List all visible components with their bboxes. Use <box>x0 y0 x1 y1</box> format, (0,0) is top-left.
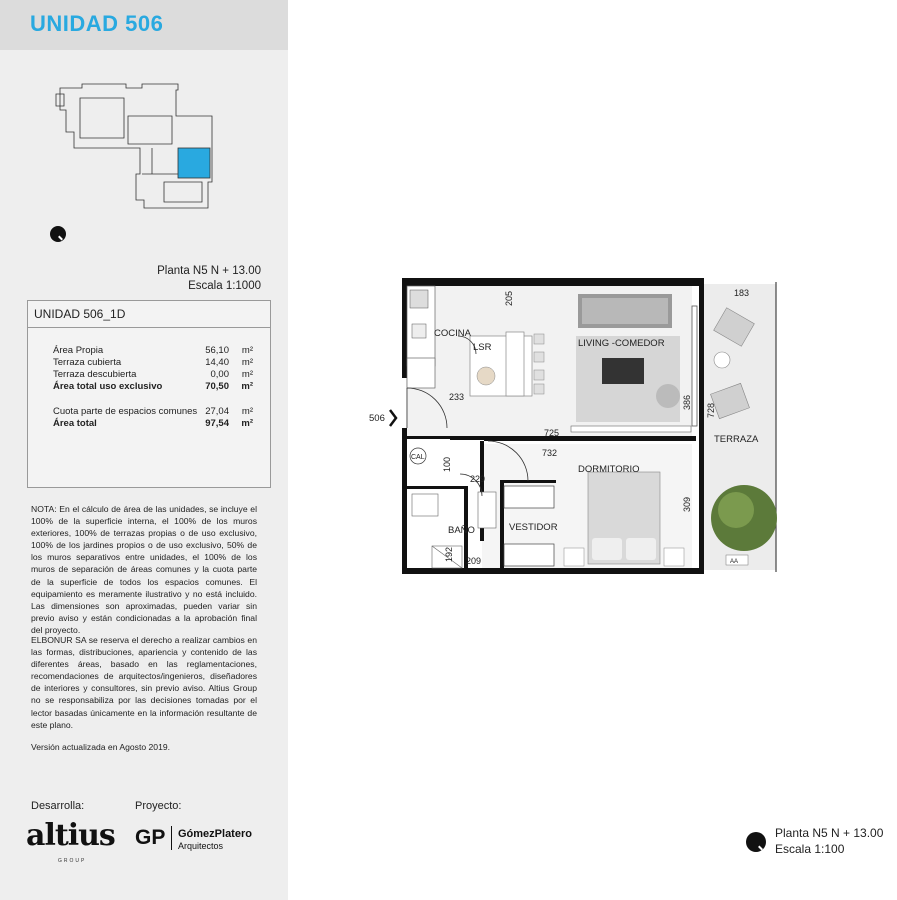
area-label: Área total <box>53 418 97 429</box>
page-title: UNIDAD 506 <box>30 11 164 36</box>
floor-plan <box>366 276 786 581</box>
developer-label: Desarrolla: <box>31 800 85 812</box>
gp-logo-sub: Arquitectos <box>178 841 224 851</box>
room-cocina: COCINA <box>434 328 471 339</box>
fridge <box>407 358 435 388</box>
version-note: Versión actualizada en Agosto 2019. <box>31 742 171 752</box>
plan-scale-label: Escala 1:100 <box>775 842 845 856</box>
room-terraza: TERRAZA <box>714 434 759 445</box>
area-value: 27,04 <box>205 406 229 417</box>
dim-192: 192 <box>444 546 454 562</box>
elbonur-note: ELBONUR SA se reserva el derecho a realizar cambios en las formas, distribuciones, apariencia y contenido de las diferentes áreas, basado en las reglamentaciones, recomendaciones de arquitectos/ingenieros, diseñadores de interiores y consultores, sin previo aviso. Altius Group no se responsabiliza por las decisiones tomadas por el lector basadas únicamente en la información resultante de este plano. <box>31 635 257 730</box>
terrace-side-table <box>714 352 730 368</box>
keyplan-scale-label: Escala 1:1000 <box>188 280 261 292</box>
plan-info <box>775 825 883 857</box>
coffee-table <box>602 358 644 384</box>
dim-100: 100 <box>442 456 452 472</box>
keyplan-plan-label: Planta N5 N + 13.00 <box>157 265 261 277</box>
area-table-title: UNIDAD 506_1D <box>28 301 270 328</box>
plan-level-label: Planta N5 N + 13.00 <box>775 826 884 840</box>
room-dormitorio: DORMITORIO <box>578 464 640 475</box>
area-unit: m² <box>241 369 253 380</box>
area-value: 0,00 <box>210 369 229 380</box>
armchair <box>656 384 680 408</box>
dim-309: 309 <box>682 496 692 512</box>
area-unit: m² <box>241 357 253 368</box>
area-value: 70,50 <box>205 381 229 392</box>
room-vestidor: VESTIDOR <box>509 522 558 533</box>
room-bano: BAÑO <box>448 525 475 536</box>
area-value: 14,40 <box>205 357 229 368</box>
plan-north-compass-icon <box>746 832 766 852</box>
cal-label: CAL <box>411 454 425 461</box>
room-living: LIVING -COMEDOR <box>578 338 665 349</box>
area-label: Cuota parte de espacios comunes <box>53 406 198 417</box>
area-unit: m² <box>241 406 253 417</box>
dim-229: 229 <box>470 474 486 484</box>
dim-386: 386 <box>682 394 692 410</box>
gp-logo-divider <box>171 826 172 850</box>
disclaimer-note: NOTA: En el cálculo de área de las unidades, se incluye el 100% de la superficie interna, el 100% de los muros exteriores, 100% de terrazas propias o de uso exclusivo, 100% de los jardines propios o de uso exclusivo, 50% de los muros separativos entre unidades, el 100% de los muros de separación de áreas comunes y la cuota parte de la superficie de todos los espacios comunes. El equipamiento es meramente ilustrativo y no está incluido. Las dimensiones son aproximadas, pueden variar sin previo aviso y están condicionadas a la aprobación final del proyecto. <box>31 504 257 635</box>
altius-logo: altius <box>26 818 115 853</box>
pillow-right <box>626 538 656 560</box>
dim-732: 732 <box>542 448 558 458</box>
kitchen-sink <box>412 324 426 338</box>
round-table <box>477 367 495 385</box>
sofa-cushion <box>582 298 668 324</box>
aa-label: AA <box>730 559 739 565</box>
terrace-plant-highlight <box>718 492 754 528</box>
dim-728: 728 <box>706 402 716 418</box>
bath-sink <box>478 492 496 528</box>
entry-arrow-icon <box>390 410 396 426</box>
gp-logo: GP <box>135 826 166 849</box>
nightstand-left <box>564 548 584 566</box>
dim-205: 205 <box>504 290 514 306</box>
pillow-left <box>592 538 622 560</box>
area-label: Área total uso exclusivo <box>53 381 163 392</box>
area-unit: m² <box>241 345 253 356</box>
area-label: Terraza descubierta <box>53 369 137 380</box>
toilet <box>412 494 438 516</box>
dim-725: 725 <box>544 428 560 438</box>
title-bar <box>0 0 288 50</box>
keyplan-info <box>157 264 261 294</box>
nightstand-right <box>664 548 684 566</box>
sidebar <box>0 0 288 900</box>
room-lsr: LSR <box>473 342 492 353</box>
dim-233: 233 <box>449 392 465 402</box>
living-cabinet <box>571 426 691 432</box>
area-unit: m² <box>241 381 253 392</box>
gp-logo-name: GómezPlatero <box>178 828 252 840</box>
living-window <box>692 306 697 426</box>
cooktop <box>410 290 428 308</box>
north-compass-icon <box>50 226 66 242</box>
altius-logo-sub: GROUP <box>58 858 87 864</box>
area-value: 97,54 <box>205 418 229 429</box>
area-label: Terraza cubierta <box>53 357 122 368</box>
area-label: Área Propia <box>53 345 104 356</box>
dining-table <box>506 332 524 396</box>
dim-183: 183 <box>734 288 750 298</box>
project-label: Proyecto: <box>135 800 182 812</box>
area-value: 56,10 <box>205 345 229 356</box>
area-table <box>27 300 271 488</box>
unit-number-label: 506 <box>369 413 385 424</box>
area-unit: m² <box>241 418 253 429</box>
keyplan-diagram <box>52 82 222 217</box>
dim-209: 209 <box>466 556 482 566</box>
